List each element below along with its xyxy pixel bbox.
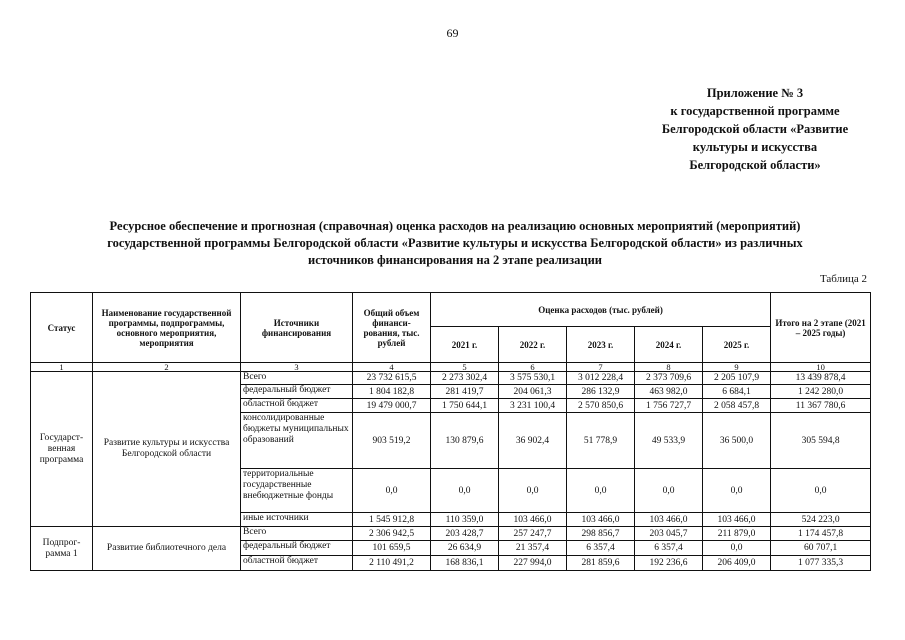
value-cell: 0,0 (703, 469, 771, 513)
value-cell: 298 856,7 (567, 527, 635, 541)
value-cell: 227 994,0 (499, 556, 567, 571)
value-cell: 23 732 615,5 (353, 372, 431, 385)
value-cell: 0,0 (431, 469, 499, 513)
table-row (31, 527, 871, 541)
value-cell: 21 357,4 (499, 541, 567, 556)
title-line: государственной программы Белгородской области «Развитие культуры и искусства Белгородской области» из различных (107, 236, 803, 250)
source-cell: Всего (241, 527, 353, 541)
value-cell: 286 132,9 (567, 385, 635, 399)
header-stage-total: Итого на 2 этапе (2021 – 2025 годы) (771, 293, 871, 363)
value-cell: 6 684,1 (703, 385, 771, 399)
value-cell: 19 479 000,7 (353, 399, 431, 413)
value-cell: 0,0 (567, 469, 635, 513)
header-sources: Источники финансирования (241, 293, 353, 363)
value-cell: 2 570 850,6 (567, 399, 635, 413)
value-cell: 1 545 912,8 (353, 513, 431, 527)
value-cell: 3 231 100,4 (499, 399, 567, 413)
value-cell: 524 223,0 (771, 513, 871, 527)
appendix-line: культуры и искусства (692, 140, 818, 154)
value-cell: 281 859,6 (567, 556, 635, 571)
appendix-line: к государственной программе (670, 104, 840, 118)
value-cell: 1 804 182,8 (353, 385, 431, 399)
index-cell: 2 (93, 363, 241, 372)
value-cell: 203 428,7 (431, 527, 499, 541)
value-cell: 903 519,2 (353, 413, 431, 469)
header-year: 2023 г. (567, 327, 635, 363)
value-cell: 2 373 709,6 (635, 372, 703, 385)
value-cell: 211 879,0 (703, 527, 771, 541)
value-cell: 2 205 107,9 (703, 372, 771, 385)
program-name-cell: Развитие культуры и искусства Белгородской области (93, 372, 241, 527)
value-cell: 103 466,0 (703, 513, 771, 527)
header-year: 2022 г. (499, 327, 567, 363)
source-cell: федеральный бюджет (241, 541, 353, 556)
appendix-line: Приложение № 3 (706, 86, 804, 100)
value-cell: 11 367 780,6 (771, 399, 871, 413)
source-cell: федеральный бюджет (241, 385, 353, 399)
value-cell: 0,0 (635, 469, 703, 513)
value-cell: 103 466,0 (567, 513, 635, 527)
value-cell: 0,0 (499, 469, 567, 513)
value-cell: 257 247,7 (499, 527, 567, 541)
value-cell: 103 466,0 (499, 513, 567, 527)
header-year: 2025 г. (703, 327, 771, 363)
value-cell: 168 836,1 (431, 556, 499, 571)
page-number: 69 (446, 26, 459, 40)
value-cell: 192 236,6 (635, 556, 703, 571)
source-cell: областной бюджет (241, 556, 353, 571)
index-cell: 7 (567, 363, 635, 372)
appendix-line: Белгородской области» (689, 158, 821, 172)
value-cell: 49 533,9 (635, 413, 703, 469)
index-cell: 3 (241, 363, 353, 372)
source-cell: иные источники (241, 513, 353, 527)
header-year: 2024 г. (635, 327, 703, 363)
value-cell: 13 439 878,4 (771, 372, 871, 385)
appendix-note (600, 84, 905, 174)
header-name: Наименование государственной программы, подпрограммы, основного мероприятия, мероприятия (93, 293, 241, 363)
table-label: Таблица 2 (819, 273, 867, 285)
value-cell: 0,0 (353, 469, 431, 513)
value-cell: 203 045,7 (635, 527, 703, 541)
index-row (31, 363, 871, 372)
value-cell: 0,0 (703, 541, 771, 556)
value-cell: 2 110 491,2 (353, 556, 431, 571)
index-cell: 5 (431, 363, 499, 372)
index-cell: 9 (703, 363, 771, 372)
value-cell: 1 242 280,0 (771, 385, 871, 399)
header-year: 2021 г. (431, 327, 499, 363)
value-cell: 305 594,8 (771, 413, 871, 469)
value-cell: 6 357,4 (567, 541, 635, 556)
value-cell: 281 419,7 (431, 385, 499, 399)
value-cell: 60 707,1 (771, 541, 871, 556)
value-cell: 6 357,4 (635, 541, 703, 556)
value-cell: 2 058 457,8 (703, 399, 771, 413)
status-cell: Подпрог-рамма 1 (31, 527, 93, 571)
index-cell: 1 (31, 363, 93, 372)
index-cell: 10 (771, 363, 871, 372)
financing-table (30, 292, 871, 571)
status-cell: Государст-венная программа (31, 372, 93, 527)
value-cell: 2 273 302,4 (431, 372, 499, 385)
value-cell: 36 500,0 (703, 413, 771, 469)
value-cell: 103 466,0 (635, 513, 703, 527)
source-cell: областной бюджет (241, 399, 353, 413)
header-total-volume: Общий объем финанси-рования, тыс. рублей (353, 293, 431, 363)
document-title (40, 218, 870, 269)
source-cell: территориальные государственные внебюджетные фонды (241, 469, 353, 513)
value-cell: 36 902,4 (499, 413, 567, 469)
value-cell: 1 174 457,8 (771, 527, 871, 541)
value-cell: 3 575 530,1 (499, 372, 567, 385)
value-cell: 1 077 335,3 (771, 556, 871, 571)
value-cell: 2 306 942,5 (353, 527, 431, 541)
value-cell: 1 750 644,1 (431, 399, 499, 413)
source-cell: Всего (241, 372, 353, 385)
title-line: источников финансирования на 2 этапе реализации (308, 253, 602, 267)
title-line: Ресурсное обеспечение и прогнозная (справочная) оценка расходов на реализацию основных мероприятий (мероприятий) (109, 219, 801, 233)
value-cell: 26 634,9 (431, 541, 499, 556)
value-cell: 101 659,5 (353, 541, 431, 556)
value-cell: 130 879,6 (431, 413, 499, 469)
value-cell: 463 982,0 (635, 385, 703, 399)
index-cell: 8 (635, 363, 703, 372)
program-name-cell: Развитие библиотечного дела (93, 527, 241, 571)
appendix-line: Белгородской области «Развитие (661, 122, 849, 136)
index-cell: 6 (499, 363, 567, 372)
source-cell: консолидированные бюджеты муниципальных образований (241, 413, 353, 469)
value-cell: 3 012 228,4 (567, 372, 635, 385)
value-cell: 204 061,3 (499, 385, 567, 399)
index-cell: 4 (353, 363, 431, 372)
header-status: Статус (31, 293, 93, 363)
header-estimate: Оценка расходов (тыс. рублей) (431, 293, 771, 327)
value-cell: 1 756 727,7 (635, 399, 703, 413)
value-cell: 51 778,9 (567, 413, 635, 469)
value-cell: 110 359,0 (431, 513, 499, 527)
value-cell: 206 409,0 (703, 556, 771, 571)
table-row (31, 372, 871, 385)
value-cell: 0,0 (771, 469, 871, 513)
